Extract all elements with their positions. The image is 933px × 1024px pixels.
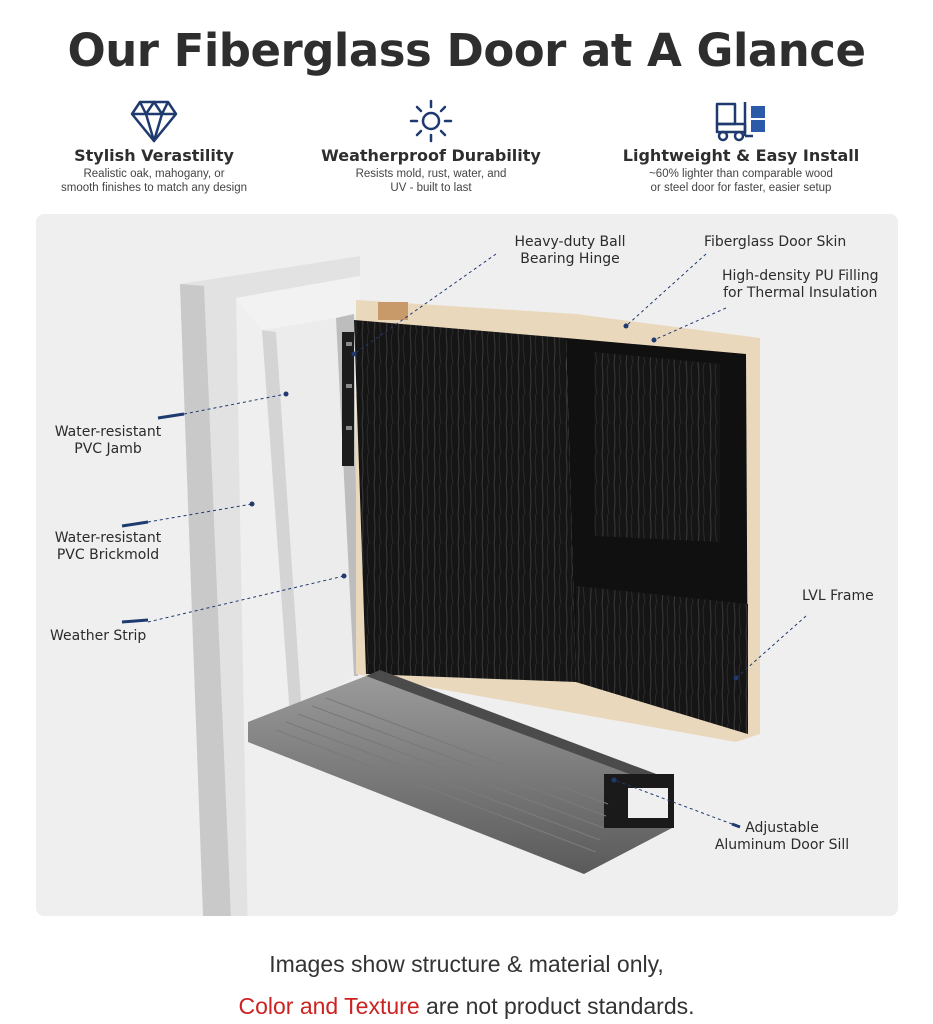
feature-desc: ~60% lighter than comparable wood (649, 168, 833, 180)
callout-door-sill: Adjustable Aluminum Door Sill (714, 820, 850, 853)
feature-weatherproof (281, 92, 581, 195)
door-cutaway-panel (36, 214, 898, 916)
footer-disclaimer-line1: Images show structure & material only, (269, 951, 664, 977)
callout-lvl-frame: LVL Frame (802, 588, 874, 604)
callout-leaders (36, 214, 898, 916)
feature-desc: UV - built to last (390, 182, 472, 194)
feature-desc: Realistic oak, mahogany, or (83, 168, 225, 180)
page-title: Our Fiberglass Door at A Glance (67, 24, 866, 77)
feature-desc: Resists mold, rust, water, and (355, 168, 507, 180)
feature-desc: smooth finishes to match any design (60, 182, 248, 194)
footer-rest: are not product standards. (419, 993, 695, 1019)
callout-jamb: Water-resistant PVC Jamb (54, 424, 162, 457)
callout-weather-strip: Weather Strip (50, 628, 147, 644)
sun-icon (281, 92, 581, 144)
callout-filling: High-density PU Filling for Thermal Insulation (722, 268, 879, 301)
feature-stylish (4, 92, 304, 195)
feature-desc: or steel door for faster, easier setup (650, 182, 832, 194)
callout-skin: Fiberglass Door Skin (704, 234, 847, 250)
feature-title: Weatherproof Durability (321, 146, 541, 165)
callout-brickmold: Water-resistant PVC Brickmold (54, 530, 162, 563)
diamond-icon (4, 92, 304, 144)
callout-hinge: Heavy-duty Ball Bearing Hinge (514, 234, 626, 267)
forklift-icon (591, 92, 891, 144)
feature-title: Lightweight & Easy Install (622, 146, 860, 165)
feature-lightweight (591, 92, 891, 195)
footer-highlight: Color and Texture (238, 993, 420, 1019)
footer-disclaimer-line2 (0, 993, 933, 1020)
feature-title: Stylish Verastility (74, 146, 234, 165)
